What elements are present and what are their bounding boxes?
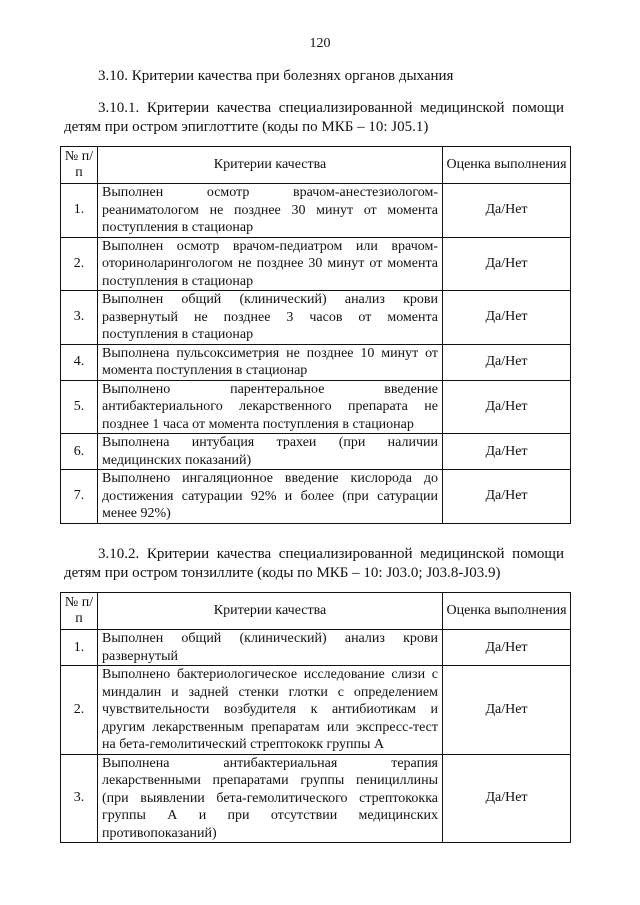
criteria-table-epiglottitis (60, 146, 571, 524)
table-row (61, 291, 571, 345)
row-number: 5. (61, 380, 98, 434)
table-row (61, 470, 571, 524)
criterion-text: Выполнено бактериологическое исследование слизи с миндалин и задней стенки глотки с определением чувствительности возбудителя к антибиотикам и другим лекарственным препаратам или экспресс-тест на бета-гемолитический стрептококк группы А (98, 666, 443, 755)
row-number: 3. (61, 291, 98, 345)
page-number: 120 (309, 36, 331, 51)
row-number: 7. (61, 470, 98, 524)
table-row (61, 630, 571, 666)
table-row (61, 434, 571, 470)
table-row (61, 754, 571, 843)
section-heading: 3.10. Критерии качества при болезнях органов дыхания (98, 68, 454, 84)
header-num: № п/п (61, 593, 98, 630)
evaluation-value: Да/Нет (443, 291, 571, 345)
row-number: 6. (61, 434, 98, 470)
evaluation-value: Да/Нет (443, 344, 571, 380)
evaluation-value: Да/Нет (443, 184, 571, 238)
criterion-text: Выполнена антибактериальная терапия лекарственными препаратами группы пенициллины (при выявлении бета-гемолитического стрептококка группы А и при отсутствии медицинских противопоказаний) (98, 754, 443, 843)
criterion-text: Выполнено парентеральное введение антибактериального лекарственного препарата не позднее 1 часа от момента поступления в стационар (98, 380, 443, 434)
evaluation-value: Да/Нет (443, 380, 571, 434)
criterion-text: Выполнена пульсоксиметрия не позднее 10 минут от момента поступления в стационар (98, 344, 443, 380)
table-row (61, 380, 571, 434)
evaluation-value: Да/Нет (443, 666, 571, 755)
header-criteria: Критерии качества (98, 593, 443, 630)
row-number: 2. (61, 237, 98, 291)
criteria-table-tonsillitis (60, 592, 571, 843)
row-number: 1. (61, 184, 98, 238)
evaluation-value: Да/Нет (443, 434, 571, 470)
evaluation-value: Да/Нет (443, 237, 571, 291)
row-number: 4. (61, 344, 98, 380)
header-evaluation: Оценка выполнения (443, 147, 571, 184)
table-row (61, 344, 571, 380)
criterion-text: Выполнена интубация трахеи (при наличии медицинских показаний) (98, 434, 443, 470)
criterion-text: Выполнен общий (клинический) анализ крови развернутый не позднее 3 часов от момента поступления в стационар (98, 291, 443, 345)
criterion-text: Выполнен осмотр врачом-анестезиологом-реаниматологом не позднее 30 минут от момента поступления в стационар (98, 184, 443, 238)
row-number: 3. (61, 754, 98, 843)
row-number: 1. (61, 630, 98, 666)
evaluation-value: Да/Нет (443, 630, 571, 666)
subsection-title: 3.10.1. Критерии качества специализированной медицинской помощи детям при остром эпиглоттите (коды по МКБ – 10: J05.1) (64, 100, 564, 135)
header-evaluation: Оценка выполнения (443, 593, 571, 630)
criterion-text: Выполнено ингаляционное введение кислорода до достижения сатурации 92% и более (при сатурации менее 92%) (98, 470, 443, 524)
criterion-text: Выполнен общий (клинический) анализ крови развернутый (98, 630, 443, 666)
subsection-title: 3.10.2. Критерии качества специализированной медицинской помощи детям при остром тонзиллите (коды по МКБ – 10: J03.0; J03.8-J03.9) (64, 546, 564, 581)
table-row (61, 666, 571, 755)
evaluation-value: Да/Нет (443, 754, 571, 843)
table-row (61, 237, 571, 291)
criterion-text: Выполнен осмотр врачом-педиатром или врачом-оториноларингологом не позднее 30 минут от момента поступления в стационар (98, 237, 443, 291)
header-num: № п/п (61, 147, 98, 184)
header-criteria: Критерии качества (98, 147, 443, 184)
table-row (61, 184, 571, 238)
row-number: 2. (61, 666, 98, 755)
evaluation-value: Да/Нет (443, 470, 571, 524)
